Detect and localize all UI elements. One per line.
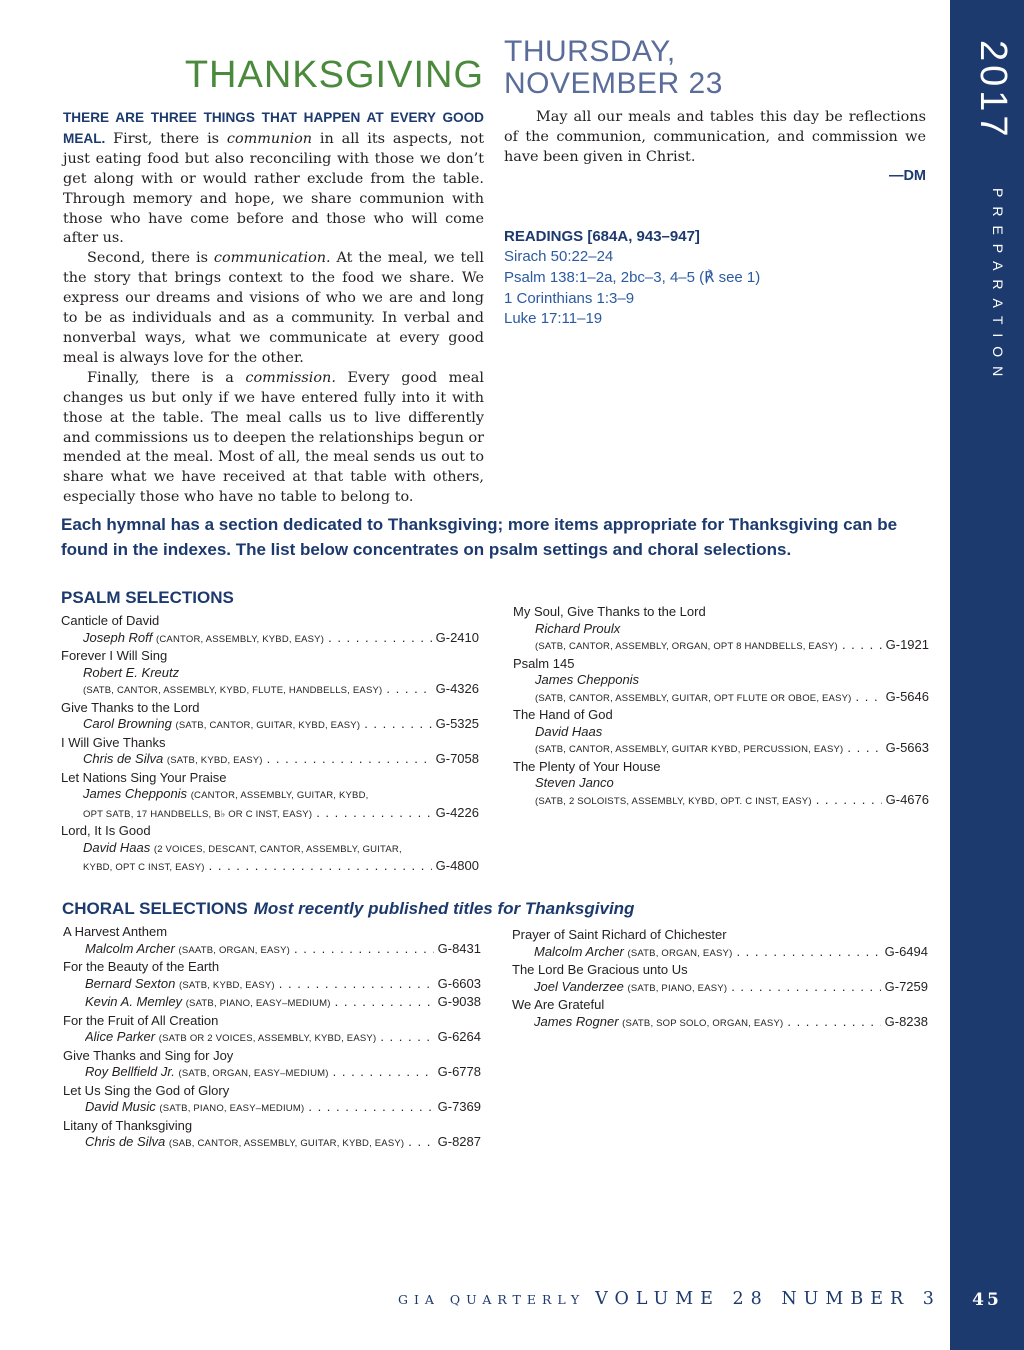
prayer-signature: —DM: [888, 168, 926, 184]
entry-details: (2 VOICES, DESCANT, CANTOR, ASSEMBLY, GUITAR,: [153, 843, 402, 855]
entry-credit-line: [61, 716, 479, 735]
entry-title: Let Us Sing the God of Glory: [63, 1082, 230, 1098]
list-item: [512, 962, 928, 997]
psalm-list-right: [513, 604, 929, 810]
entry-credit: [83, 716, 360, 735]
entry-credit: [85, 941, 290, 960]
dot-leader: [380, 1029, 433, 1046]
essay-emphasis: communion: [226, 130, 313, 147]
prayer: [504, 108, 926, 168]
entry-composer: Bernard Sexton: [85, 975, 176, 991]
entry-title: Give Thanks and Sing for Joy: [63, 1047, 234, 1063]
date-heading: [504, 36, 804, 100]
entry-composer: Alice Parker: [85, 1029, 156, 1044]
entry-composer: Steven Janco: [535, 775, 614, 790]
entry-title: My Soul, Give Thanks to the Lord: [513, 604, 706, 619]
entry-catalog-code: G-7058: [435, 751, 479, 766]
entry-composer: Roy Bellfield Jr.: [85, 1064, 175, 1079]
page-number: 45: [972, 1290, 1002, 1310]
entry-title: Forever I Will Sing: [61, 648, 168, 663]
entry-title: I Will Give Thanks: [61, 734, 166, 750]
entry-catalog-code: G-8287: [437, 1134, 481, 1149]
entry-title: A Harvest Anthem: [63, 924, 168, 939]
entry-credit-line: [61, 840, 479, 859]
entry-title: For the Fruit of All Creation: [63, 1012, 219, 1028]
entry-details: (SATB, PIANO, EASY–MEDIUM): [185, 998, 331, 1009]
choral-heading-text: CHORAL SELECTIONS: [62, 899, 248, 918]
psalm-section-heading: PSALM SELECTIONS: [61, 588, 234, 607]
entry-catalog-code: G-9038: [437, 994, 481, 1009]
entry-title: We Are Grateful: [512, 997, 605, 1012]
entry-composer: James Chepponis: [83, 786, 188, 801]
entry-credit-line: [61, 786, 479, 805]
entry-catalog-code: G-7369: [437, 1099, 481, 1114]
list-item: [513, 707, 929, 759]
list-item: [63, 924, 481, 959]
entry-catalog-code: G-1921: [885, 637, 929, 652]
prayer-text: May all our meals and tables this day be reflections of the communion, communication, and commission we have been given in Christ.: [504, 109, 926, 165]
dot-leader: [294, 941, 434, 958]
entry-composer: Robert E. Kreutz: [83, 664, 180, 680]
reading-item: Sirach 50:22–24: [504, 248, 614, 265]
essay: [63, 108, 484, 508]
entry-composer: Malcolm Archer: [85, 940, 175, 956]
dot-leader: [856, 689, 882, 706]
dot-leader: [386, 681, 431, 698]
entry-catalog-code: G-4226: [435, 804, 479, 820]
entry-credit: [85, 1134, 404, 1153]
date-date: NOVEMBER 23: [504, 67, 723, 100]
entry-composer: David Haas: [83, 839, 151, 855]
list-item: [61, 700, 479, 735]
choral-list-right: [512, 927, 928, 1032]
entry-catalog-code: G-4326: [435, 681, 479, 696]
list-item: [63, 1048, 481, 1083]
reading-item: Luke 17:11–19: [504, 310, 603, 328]
entry-composer: Joel Vanderzee: [534, 978, 624, 994]
list-item: [63, 1013, 481, 1048]
entry-catalog-code: G-7259: [884, 978, 928, 994]
entry-credit-line: [63, 1064, 481, 1083]
dot-leader: [279, 976, 434, 993]
essay-text: Every good meal changes us but only if we have entered fully into it with those at the table. The meal calls us to live differently and commissions us to deepen the relationships begun or mended at the meal. Most of all, the meal sends us out to share what we have received at that table with others, especially those who have no table to belong to.: [63, 369, 484, 506]
entry-title: Litany of Thanksgiving: [63, 1117, 193, 1133]
entry-details: (SATB, PIANO, EASY–MEDIUM): [159, 1103, 305, 1114]
entry-composer: Carol Browning: [83, 716, 172, 731]
entry-credit-line: [61, 805, 479, 824]
entry-title: The Plenty of Your House: [513, 758, 661, 774]
dot-leader: [267, 751, 432, 768]
entry-details: (SATB OR 2 VOICES, ASSEMBLY, KYBD, EASY): [158, 1033, 377, 1044]
essay-paragraph-3: [63, 369, 484, 508]
essay-text: At the meal, we tell the story that brings context to the food we share. We express our dreams and visions of who we are and long to be as individuals and as a community. In verbal and nonverbal ways, what we communicate at every good meal is always love for the other.: [63, 250, 484, 366]
sidebar-year: 2017: [972, 40, 1014, 141]
entry-credit: [534, 979, 727, 998]
entry-composer: Chris de Silva: [83, 751, 164, 766]
entry-details: KYBD, OPT C INST, EASY): [83, 862, 205, 873]
entry-composer: Chris de Silva: [85, 1134, 166, 1149]
entry-credit: [85, 1029, 376, 1048]
entry-catalog-code: G-8238: [884, 1013, 928, 1029]
entry-credit: [85, 976, 275, 995]
entry-details: (SATB, 2 SOLOISTS, ASSEMBLY, KYBD, OPT. C INST, EASY): [535, 795, 812, 807]
entry-catalog-code: G-5646: [885, 688, 929, 704]
entry-credit-line: [63, 976, 481, 995]
entry-catalog-code: G-4676: [885, 791, 929, 807]
dot-leader: [816, 792, 882, 809]
entry-credit: [83, 751, 263, 770]
dot-leader: [842, 637, 882, 654]
sidebar-section-label: PREPARATION: [990, 188, 1006, 386]
dot-leader: [731, 979, 880, 996]
entry-credit: [534, 1014, 783, 1033]
dot-leader: [787, 1014, 880, 1031]
essay-text: First, there is: [105, 130, 227, 147]
list-item: [513, 759, 929, 811]
entry-details: (SATB, SOP SOLO, ORGAN, EASY): [622, 1017, 784, 1029]
entry-title: Canticle of David: [61, 613, 160, 628]
entry-credit: [534, 944, 732, 963]
entry-title: Lord, It Is Good: [61, 823, 151, 838]
entry-credit-line: [63, 1099, 481, 1118]
entry-details: (SATB, CANTOR, ASSEMBLY, ORGAN, OPT 8 HANDBELLS, EASY): [535, 641, 838, 652]
entry-credit: [85, 1064, 329, 1083]
entry-catalog-code: G-5325: [435, 716, 479, 731]
entry-credit-line: [513, 637, 929, 656]
list-item: [63, 1083, 481, 1118]
dot-leader: [333, 1064, 434, 1081]
entry-credit-line: [61, 751, 479, 770]
essay-text: in all its aspects, not just eating food but also reconciling with those we don’t get along with or would rather exclude from the table. Through memory and hope, we share communion with those who have come before and those who will come after us.: [63, 130, 484, 247]
list-item: [512, 997, 928, 1032]
dot-leader: [335, 994, 434, 1011]
list-item: [61, 613, 479, 648]
entry-catalog-code: G-6603: [437, 975, 481, 991]
dot-leader: [736, 944, 880, 961]
dot-leader: [308, 1099, 433, 1116]
essay-text: Finally, there is a: [87, 369, 246, 386]
essay-emphasis: communication.: [213, 250, 331, 267]
entry-credit-line: [61, 681, 479, 700]
entry-credit: [83, 786, 368, 805]
entry-composer: James Rogner: [534, 1013, 619, 1029]
entry-credit-line: [513, 740, 929, 759]
footer-issue: VOLUME 28 NUMBER 3: [595, 1289, 941, 1309]
intro-note: Each hymnal has a section dedicated to Thanksgiving; more items appropriate for Thanksgiving can be found in the indexes. The list below concentrates on psalm settings and choral selections.: [61, 515, 898, 559]
entry-credit: [83, 630, 324, 649]
list-item: [61, 823, 479, 877]
entry-credit-line: [61, 858, 479, 877]
entry-catalog-code: G-6778: [437, 1064, 481, 1079]
entry-details: OPT SATB, 17 HANDBELLS, B♭ OR C INST, EASY): [83, 808, 313, 820]
footer-publication: GIA QUARTERLY: [398, 1292, 586, 1307]
entry-title: Prayer of Saint Richard of Chichester: [512, 927, 727, 942]
psalm-list-left: [61, 613, 479, 877]
dot-leader: [316, 805, 431, 822]
entry-credit-line: [61, 630, 479, 649]
entry-catalog-code: G-4800: [435, 858, 479, 873]
entry-credit: [83, 840, 402, 859]
entry-credit-line: [512, 944, 928, 963]
entry-details: (CANTOR, ASSEMBLY, KYBD, EASY): [156, 633, 325, 645]
essay-paragraph-1: [63, 108, 484, 249]
entry-details: (SATB, CANTOR, GUITAR, KYBD, EASY): [175, 720, 361, 731]
entry-catalog-code: G-6264: [437, 1029, 481, 1044]
reading-item: Psalm 138:1–2a, 2bc–3, 4–5 (℟ see 1): [504, 268, 761, 286]
essay-emphasis: commission.: [245, 369, 336, 386]
entry-title: The Lord Be Gracious unto Us: [512, 962, 688, 977]
list-item: [63, 959, 481, 1013]
date-day: THURSDAY,: [504, 35, 676, 68]
entry-details: (SATB, ORGAN, EASY–MEDIUM): [178, 1068, 329, 1079]
entry-credit-line: [512, 979, 928, 998]
entry-catalog-code: G-6494: [884, 943, 928, 959]
essay-text: Second, there is: [87, 250, 214, 267]
list-item: [61, 770, 479, 824]
choral-section-heading: [62, 898, 762, 920]
entry-catalog-code: G-8431: [437, 940, 481, 956]
entry-credit: [85, 1099, 304, 1118]
dot-leader: [408, 1134, 433, 1151]
entry-details: (SATB, CANTOR, ASSEMBLY, GUITAR, OPT FLUTE OR OBOE, EASY): [535, 692, 852, 704]
entry-credit-line: [512, 1014, 928, 1033]
list-item: [513, 604, 929, 656]
page-title: THANKSGIVING: [184, 54, 484, 96]
entry-details: (CANTOR, ASSEMBLY, GUITAR, KYBD,: [190, 790, 369, 801]
dot-leader: [847, 740, 881, 757]
footer: [398, 1289, 941, 1309]
entry-credit: [85, 994, 331, 1013]
entry-catalog-code: G-5663: [885, 740, 929, 755]
entry-credit-line: [63, 1134, 481, 1153]
reading-item: 1 Corinthians 1:3–9: [504, 289, 635, 307]
readings-heading: READINGS [684A, 943–947]: [504, 228, 700, 245]
entry-title: Give Thanks to the Lord: [61, 699, 200, 715]
list-item: [63, 1118, 481, 1153]
entry-composer: David Haas: [535, 723, 603, 739]
entry-title: Psalm 145: [513, 655, 575, 671]
list-item: [513, 656, 929, 708]
entry-details: (SATB, KYBD, EASY): [166, 755, 263, 766]
entry-composer: David Music: [85, 1099, 156, 1114]
choral-list-left: [63, 924, 481, 1153]
dot-leader: [328, 630, 432, 647]
entry-details: (SAB, CANTOR, ASSEMBLY, GUITAR, KYBD, EASY): [168, 1138, 405, 1149]
entry-credit-line: [513, 689, 929, 708]
entry-title: Let Nations Sing Your Praise: [61, 769, 227, 785]
entry-details: (SAATB, ORGAN, EASY): [178, 944, 290, 956]
entry-composer: Richard Proulx: [535, 620, 621, 636]
entry-credit-line: [513, 792, 929, 811]
list-item: [61, 735, 479, 770]
essay-paragraph-2: [63, 249, 484, 368]
entry-details: (SATB, KYBD, EASY): [178, 979, 275, 991]
entry-title: The Hand of God: [513, 707, 613, 722]
choral-subheading: Most recently published titles for Thanksgiving: [253, 899, 635, 918]
essay-lead: THERE ARE THREE THINGS THAT HAPPEN AT EVERY GOOD MEAL.: [63, 110, 484, 146]
entry-credit-line: [63, 941, 481, 960]
list-item: [61, 648, 479, 700]
entry-catalog-code: G-2410: [435, 629, 479, 645]
entry-details: (SATB, ORGAN, EASY): [627, 947, 733, 959]
entry-composer: Malcolm Archer: [534, 943, 624, 959]
entry-composer: James Chepponis: [535, 672, 640, 687]
entry-composer: Joseph Roff: [83, 629, 153, 645]
entry-credit-line: [63, 1029, 481, 1048]
dot-leader: [209, 858, 432, 875]
dot-leader: [364, 716, 431, 733]
readings: [504, 227, 924, 330]
entry-composer: Kevin A. Memley: [85, 994, 183, 1009]
list-item: [512, 927, 928, 962]
entry-title: For the Beauty of the Earth: [63, 959, 220, 974]
entry-credit-line: [63, 994, 481, 1013]
entry-details: (SATB, CANTOR, ASSEMBLY, GUITAR KYBD, PERCUSSION, EASY): [535, 744, 844, 755]
entry-details: (SATB, PIANO, EASY): [627, 982, 728, 994]
entry-details: (SATB, CANTOR, ASSEMBLY, KYBD, FLUTE, HANDBELLS, EASY): [83, 685, 383, 696]
